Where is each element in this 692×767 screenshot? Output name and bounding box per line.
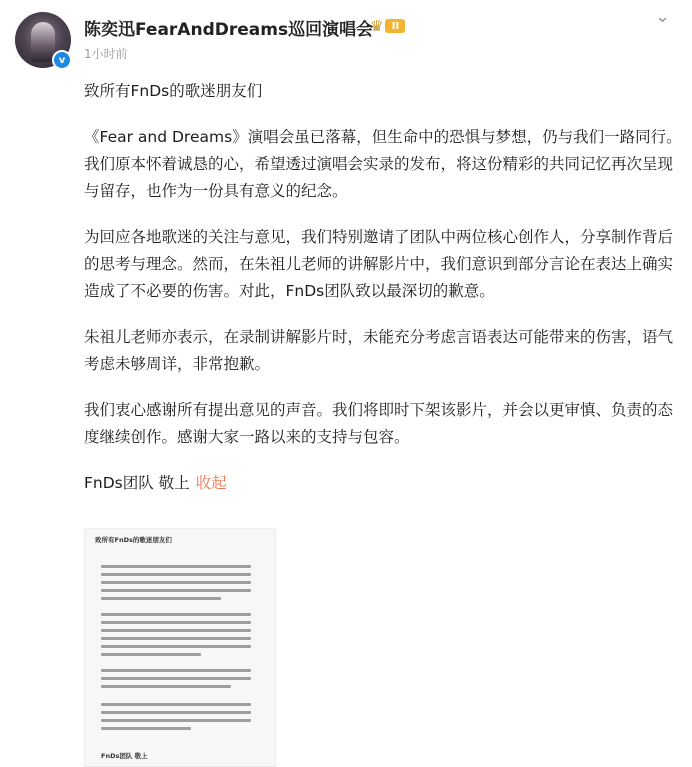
image-text-line — [101, 653, 201, 656]
image-text-line — [101, 597, 221, 600]
post-body — [84, 78, 684, 516]
crown-icon: ♛ — [370, 17, 384, 35]
chevron-down-icon[interactable]: ⌄ — [655, 6, 671, 27]
post-paragraph: 朱祖儿老师亦表示，在录制讲解影片时，未能充分考虑言语表达可能带来的伤害，语气考虑未够周详，非常抱歉。 — [84, 328, 674, 373]
verified-icon: v — [52, 50, 72, 70]
image-text-line — [101, 677, 251, 680]
post-timestamp: 1小时前 — [84, 47, 128, 61]
author-name[interactable]: 陈奕迅FearAndDreams巡回演唱会 — [84, 20, 374, 40]
image-text-line — [101, 613, 251, 616]
collapse-link[interactable]: 收起 — [195, 474, 227, 492]
post-paragraph: 《Fear and Dreams》演唱会虽已落幕，但生命中的恐惧与梦想，仍与我们一路同行。我们原本怀着诚恳的心，希望透过演唱会实录的发布，将这份精彩的共同记忆再次呈现与留存，也作为一份具有意义的纪念。 — [84, 128, 682, 200]
image-text-line — [101, 727, 191, 730]
avatar-figure — [31, 22, 55, 62]
post-signature: FnDs团队 敬上 — [84, 474, 190, 492]
image-signature: FnDs团队 敬上 — [101, 752, 148, 760]
post-header — [0, 0, 692, 80]
post-paragraph: 为回应各地歌迷的关注与意见，我们特别邀请了团队中两位核心创作人，分享制作背后的思考与理念。然而，在朱祖儿老师的讲解影片中，我们意识到部分言论在表达上确实造成了不必要的伤害。对此，FnDs团队致以最深切的歉意。 — [84, 228, 674, 300]
image-text-line — [101, 637, 251, 640]
image-text-line — [101, 711, 251, 714]
image-text-line — [101, 573, 251, 576]
vip-level-badge: II — [385, 19, 405, 33]
image-text-line — [101, 645, 251, 648]
image-text-line — [101, 685, 231, 688]
image-text-line — [101, 581, 251, 584]
image-text-line — [101, 565, 251, 568]
attached-statement-image[interactable] — [84, 528, 276, 767]
image-text-line — [101, 589, 251, 592]
image-text-line — [101, 719, 251, 722]
image-text-line — [101, 703, 251, 706]
post-paragraph: 我们衷心感谢所有提出意见的声音。我们将即时下架该影片，并会以更审慎、负责的态度继续创作。感谢大家一路以来的支持与包容。 — [84, 401, 674, 446]
post-signature-line — [84, 470, 684, 497]
post-greeting: 致所有FnDs的歌迷朋友们 — [84, 82, 263, 100]
image-text-line — [101, 629, 251, 632]
image-title: 致所有FnDs的歌迷朋友们 — [95, 536, 172, 544]
member-badge[interactable] — [370, 16, 405, 36]
image-text-line — [101, 621, 251, 624]
image-text-line — [101, 669, 251, 672]
